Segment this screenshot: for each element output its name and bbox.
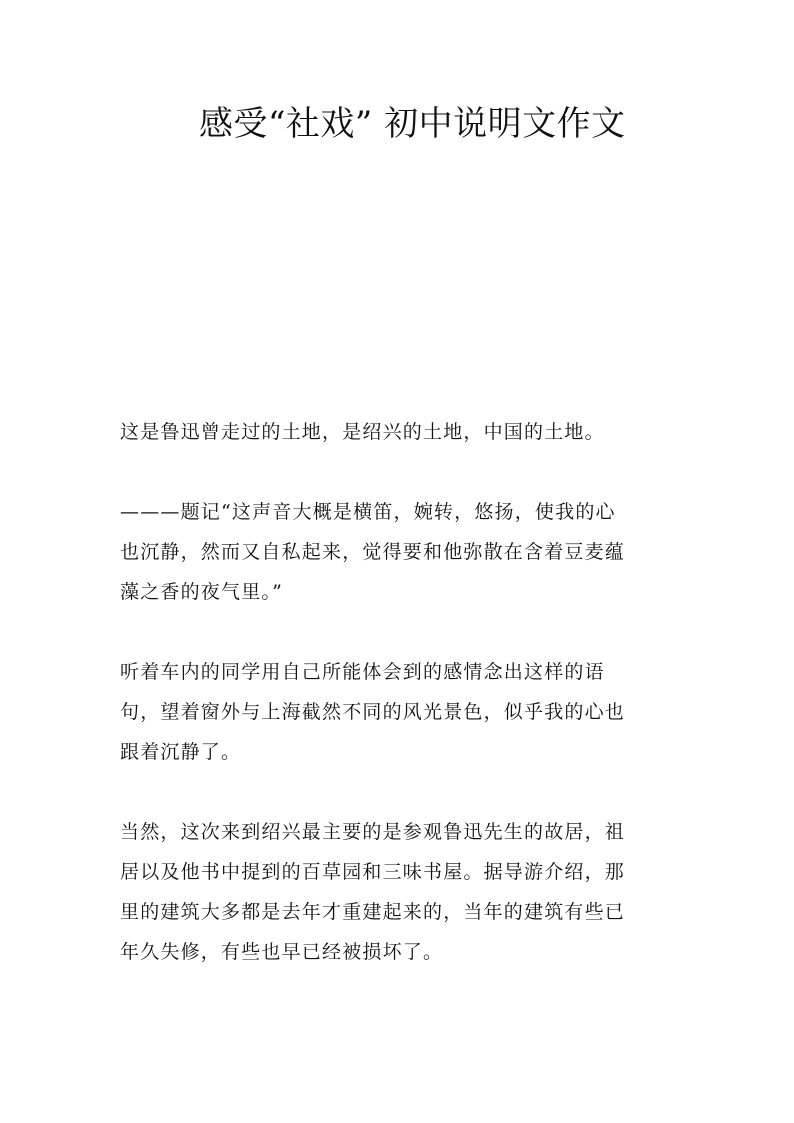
text-line: 这是鲁迅曾走过的土地，是绍兴的土地，中国的土地。 [120, 421, 605, 443]
text-line: 听着车内的同学用自己所能体会到的感情念出这样的语 [120, 661, 605, 683]
text-line: 居以及他书中提到的百草园和三味书屋。据导游介绍，那 [120, 861, 626, 883]
text-line: 当然，这次来到绍兴最主要的是参观鲁迅先生的故居，祖 [120, 821, 626, 843]
text-line: 跟着沉静了。 [120, 741, 242, 763]
text-line: 年久失修，有些也早已经被损坏了。 [120, 941, 444, 963]
document-body [120, 412, 660, 1012]
text-line: 也沉静，然而又自私起来，觉得要和他弥散在含着豆麦蕴 [120, 541, 626, 563]
text-line: 里的建筑大多都是去年才重建起来的，当年的建筑有些已 [120, 901, 626, 923]
text-line: 句，望着窗外与上海截然不同的风光景色，似乎我的心也 [120, 701, 626, 723]
text-line: ———题记“这声音大概是横笛，婉转，悠扬，使我的心 [120, 501, 616, 523]
paragraph-quote [120, 492, 660, 612]
document-title: 感受“社戏” 初中说明文作文 [199, 104, 626, 144]
paragraph-visit [120, 812, 660, 972]
text-line: 藻之香的夜气里。” [120, 581, 284, 603]
paragraph-epigraph [120, 412, 660, 452]
paragraph-bus [120, 652, 660, 772]
